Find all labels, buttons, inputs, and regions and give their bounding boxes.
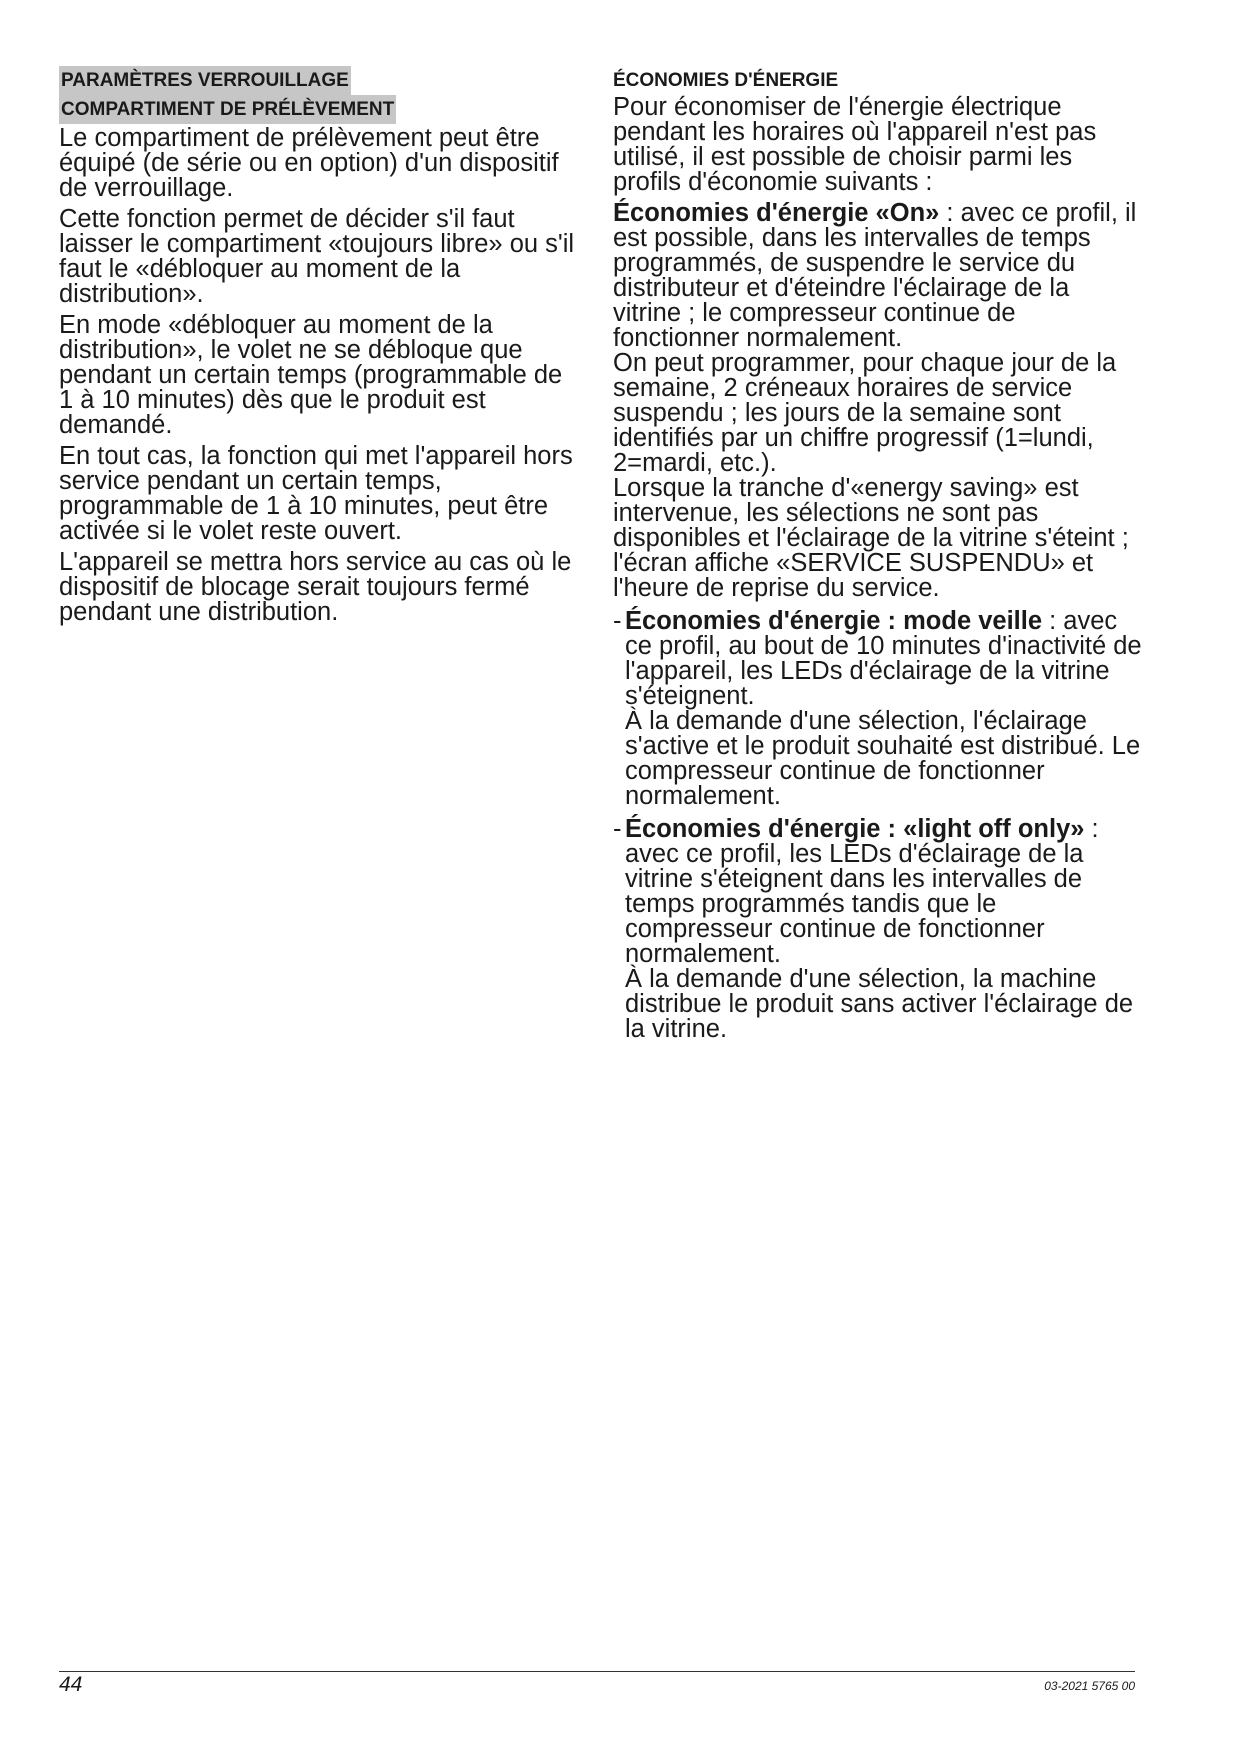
heading-line-1: PARAMÈTRES VERROUILLAGE — [59, 66, 351, 95]
energy-on-paragraph-3: Lorsque la tranche d'«energy saving» est intervenue, les sélections ne sont pas disponibles et l'éclairage de la vitrine s'éteint ; l'écran affiche «SERVICE SUSPENDU» et l'heure de reprise du service. — [613, 474, 1129, 602]
lightoff-title: Économies d'énergie : «light off only» — [625, 815, 1085, 843]
paragraph-5: L'appareil se mettra hors service au cas où le dispositif de blocage serait toujours fermé pendant une distribution. — [59, 548, 572, 626]
bullet-dash: - — [613, 607, 622, 635]
left-column — [59, 66, 579, 631]
section-heading-energy: ÉCONOMIES D'ÉNERGIE — [613, 70, 839, 91]
lightoff-item — [613, 817, 1143, 1042]
energy-on-text: : avec ce profil, il est possible, dans les intervalles de temps programmés, de suspendre le service du distributeur et d'éteindre l'éclairage de la vitrine ; le compresseur continue de fonctionner normalement. — [613, 199, 1137, 352]
energy-on-paragraph-2: On peut programmer, pour chaque jour de la semaine, 2 créneaux horaires de service suspendu ; les jours de la semaine sont identifiés par un chiffre progressif (1=lundi, 2=mardi, etc.). — [613, 349, 1117, 477]
standby-item — [613, 609, 1143, 809]
paragraph-4: En tout cas, la fonction qui met l'appareil hors service pendant un certain temps, programmable de 1 à 10 minutes, peut être activée si le volet reste ouvert. — [59, 442, 573, 545]
right-column — [613, 66, 1143, 1042]
energy-on-paragraph — [613, 201, 1143, 351]
page-number: 44 — [59, 1673, 83, 1696]
section-heading-lock — [59, 66, 579, 124]
energy-intro: Pour économiser de l'énergie électrique pendant les horaires où l'appareil n'est pas utilisé, il est possible de choisir parmi les profils d'économie suivants : — [613, 93, 1097, 196]
paragraph-1: Le compartiment de prélèvement peut être équipé (de série ou en option) d'un dispositif de verrouillage. — [59, 124, 559, 202]
standby-title: Économies d'énergie : mode veille — [625, 607, 1043, 635]
standby-text: : avec ce profil, au bout de 10 minutes d'inactivité de l'appareil, les LEDs d'éclairage de la vitrine s'éteignent. — [625, 607, 1142, 710]
document-code: 03-2021 5765 00 — [1044, 1679, 1135, 1693]
paragraph-2: Cette fonction permet de décider s'il faut laisser le compartiment «toujours libre» ou s'il faut le «débloquer au moment de la distribution». — [59, 205, 575, 308]
energy-on-title: Économies d'énergie «On» — [613, 199, 940, 227]
lightoff-text-2: À la demande d'une sélection, la machine distribue le produit sans activer l'éclairage de la vitrine. — [625, 965, 1134, 1043]
paragraph-3: En mode «débloquer au moment de la distribution», le volet ne se débloque que pendant un certain temps (programmable de 1 à 10 minutes) dès que le produit est demandé. — [59, 311, 563, 439]
lightoff-text: : avec ce profil, les LEDs d'éclairage de la vitrine s'éteignent dans les intervalles de temps programmés tandis que le compresseur continue de fonctionner normalement. — [625, 815, 1099, 968]
heading-line-2: COMPARTIMENT DE PRÉLÈVEMENT — [59, 95, 396, 124]
standby-text-2: À la demande d'une sélection, l'éclairage s'active et le produit souhaité est distribué. Le compresseur continue de fonctionner normalement. — [625, 707, 1141, 810]
bullet-dash: - — [613, 815, 622, 843]
footer-divider — [59, 1671, 1135, 1672]
